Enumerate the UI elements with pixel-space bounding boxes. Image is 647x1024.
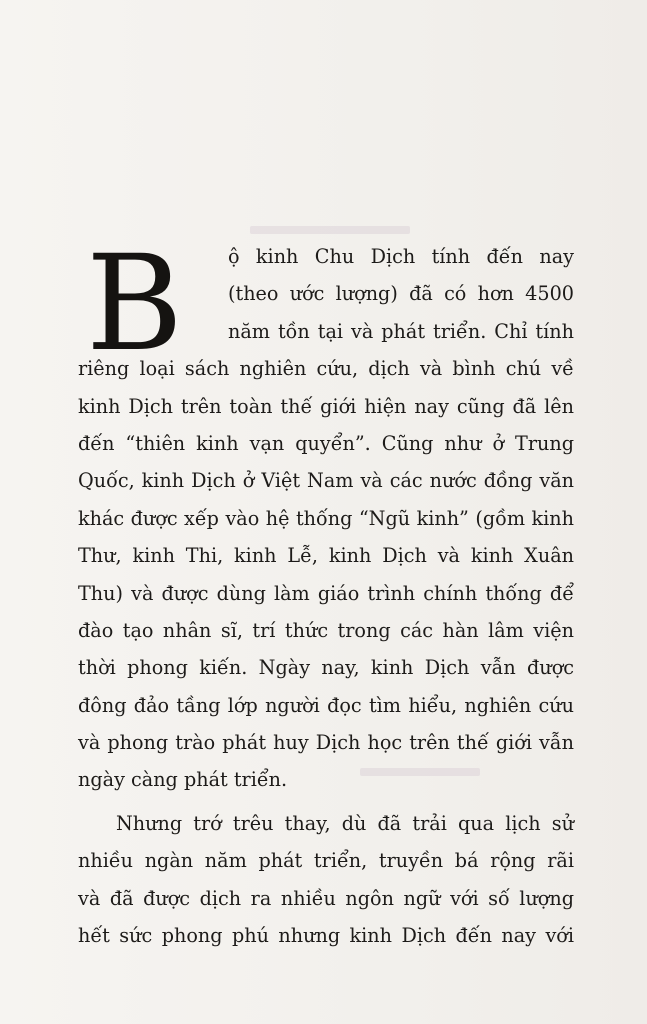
text-line: hết sức phong phú nhưng kinh Dịch đến nay với: [78, 924, 574, 948]
text-line: đến “thiên kinh vạn quyển”. Cũng như ở Trung: [78, 431, 574, 455]
text-line: khác được xếp vào hệ thống “Ngũ kinh” (gồm kinh: [78, 506, 574, 530]
text-line: và đã được dịch ra nhiều ngôn ngữ với số lượng: [78, 886, 574, 910]
text-line: kinh Dịch trên toàn thế giới hiện nay cũng đã lên: [78, 394, 574, 418]
text-line: đào tạo nhân sĩ, trí thức trong các hàn lâm viện: [78, 618, 574, 642]
text-line: nhiều ngàn năm phát triển, truyền bá rộng rãi: [78, 849, 574, 873]
bleed-through-mark: [250, 226, 410, 234]
text-line: ộ kinh Chu Dịch tính đến nay: [228, 245, 574, 268]
text-line: thời phong kiến. Ngày nay, kinh Dịch vẫn được: [78, 656, 574, 680]
text-line: ngày càng phát triển.: [78, 768, 288, 792]
text-line: (theo ước lượng) đã có hơn 4500: [228, 282, 574, 306]
text-line: đông đảo tầng lớp người đọc tìm hiểu, nghiên cứu: [78, 693, 574, 717]
text-line: Nhưng trớ trêu thay, dù đã trải qua lịch sử: [116, 811, 574, 835]
paragraph-1: [78, 227, 574, 799]
text-line: riêng loại sách nghiên cứu, dịch và bình chú về: [78, 357, 574, 381]
drop-cap: B: [86, 227, 184, 381]
text-line: và phong trào phát huy Dịch học trên thế giới vẫn: [78, 731, 574, 755]
text-line: Quốc, kinh Dịch ở Việt Nam và các nước đồng văn: [78, 469, 574, 493]
text-line: năm tồn tại và phát triển. Chỉ tính: [228, 319, 574, 343]
text-line: Thu) và được dùng làm giáo trình chính thống để: [78, 581, 574, 605]
body-text: [78, 227, 574, 954]
paragraph-2: [78, 805, 574, 955]
text-line: Thư, kinh Thi, kinh Lễ, kinh Dịch và kinh Xuân: [78, 544, 574, 568]
